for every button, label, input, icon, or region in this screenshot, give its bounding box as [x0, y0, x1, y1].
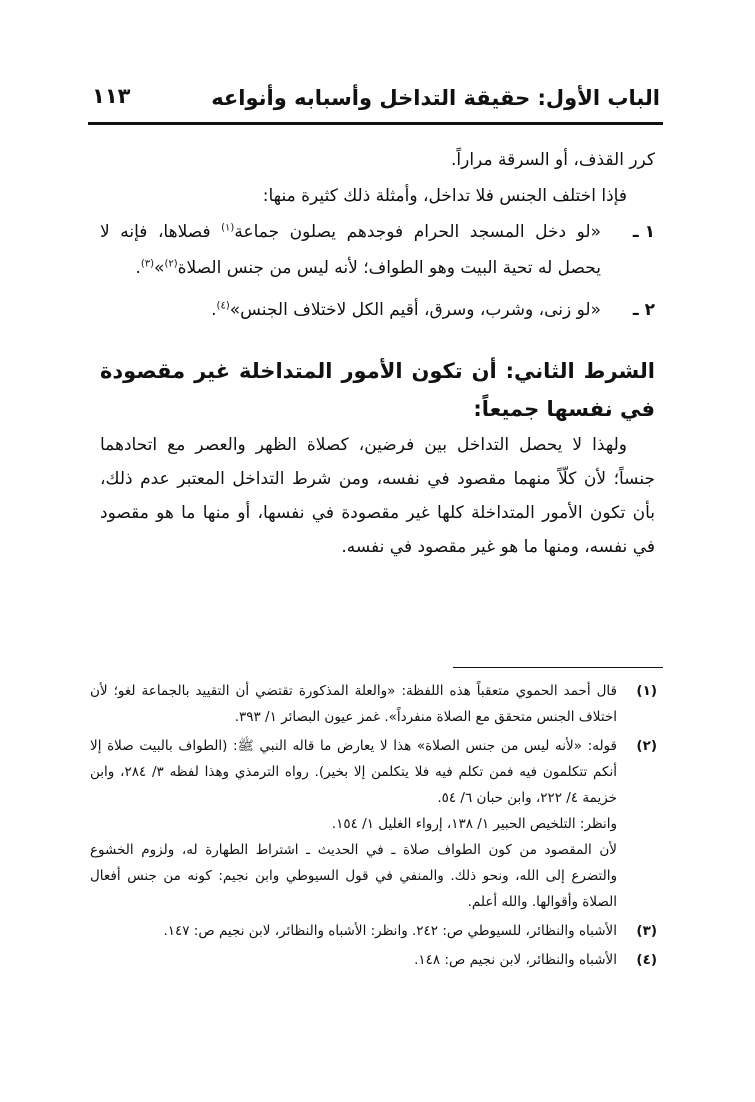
- chapter-title: الباب الأول: حقيقة التداخل وأسبابه وأنواعه: [211, 86, 660, 110]
- item-text: .: [211, 300, 217, 320]
- footnote-number: (٣): [636, 923, 657, 939]
- footnote-ref[interactable]: (٢): [164, 258, 178, 270]
- item-text: .: [135, 258, 141, 278]
- header-rule: [88, 122, 663, 125]
- footnote-text: الأشباه والنظائر، لابن نجيم ص: ١٤٨.: [414, 952, 617, 968]
- footnote-text: لأن المقصود من كون الطواف صلاة ـ في الحديث ـ اشتراط الطهارة له، ولزوم الخشوع والتضرع إلى الله، ونحو ذلك. والمنفي في قول السيوطي وابن نجيم: كونه من جنس أفعال الصلاة وأقوالها. والله أعلم.: [90, 842, 617, 910]
- footnotes: [90, 678, 657, 976]
- footnote: [90, 947, 657, 973]
- running-header: [92, 80, 660, 118]
- footnote-text: قال أحمد الحموي متعقباً هذه اللفظة: «والعلة المذكورة تقتضي أن التقييد بالجماعة لغو؛ لأن اختلاف الجنس متحقق مع الصلاة منفرداً». غمز عيون البصائر ١/ ٣٩٣.: [90, 683, 617, 725]
- page-number: ١١٣: [92, 84, 131, 108]
- item-text: «لو دخل المسجد الحرام فوجدهم يصلون جماعة: [234, 222, 601, 242]
- body-line: فإذا اختلف الجنس فلا تداخل، وأمثلة ذلك كثيرة منها:: [262, 186, 627, 206]
- footnote: [90, 678, 657, 730]
- body-paragraph: ولهذا لا يحصل التداخل بين فرضين، كصلاة الظهر والعصر مع اتحادهما جنساً؛ لأن كلّاً منهما مقصود في نفسه، ومن شرط التداخل المعتبر عدم ذلك، بأن تكون الأمور المتداخلة كلها غير مقصودة في نفسها، أو منها ما هو مقصود في نفسه، ومنها ما هو غير مقصود في نفسه.: [100, 435, 655, 557]
- item-text: «لو زنى، وشرب، وسرق، أقيم الكل لاختلاف الجنس»: [229, 300, 601, 320]
- footnote-text: قوله: «لأنه ليس من جنس الصلاة» هذا لا يعارض ما قاله النبي ﷺ: (الطواف بالبيت صلاة إلا أنكم تتكلمون فيه فمن تكلم فيه فلا يتكلمن إلا بخير). رواه الترمذي وهذا لفظه ٣/ ٢٨٤، وابن خزيمة ٤/ ٢٢٢، وابن حبان ٦/ ٥٤.: [90, 738, 617, 806]
- item-number: ٢ ـ: [632, 300, 655, 320]
- list-item: [100, 292, 655, 328]
- footnote-number: (١): [636, 683, 657, 699]
- item-text: فصلاها، فإنه لا يحصل له تحية البيت وهو الطواف؛ لأنه ليس من جنس الصلاة: [100, 222, 601, 278]
- main-text: [100, 142, 655, 564]
- footnote-text: الأشباه والنظائر، للسيوطي ص: ٢٤٢. وانظر: الأشباه والنظائر، لابن نجيم ص: ١٤٧.: [163, 923, 617, 939]
- footnote-ref[interactable]: (٤): [216, 300, 230, 312]
- footnote-separator: [453, 667, 663, 668]
- section-heading: الشرط الثاني: أن تكون الأمور المتداخلة غير مقصودة في نفسها جميعاً:: [100, 359, 655, 421]
- footnote: [90, 733, 657, 915]
- footnote-number: (٤): [636, 952, 657, 968]
- item-number: ١ ـ: [632, 222, 655, 242]
- footnote-text: وانظر: التلخيص الحبير ١/ ١٣٨، إرواء الغليل ١/ ١٥٤.: [331, 816, 617, 832]
- body-line: كرر القذف، أو السرقة مراراً.: [451, 150, 655, 170]
- footnote-ref[interactable]: (١): [221, 222, 235, 234]
- footnote-number: (٢): [636, 738, 657, 754]
- footnote: [90, 918, 657, 944]
- item-text: »: [154, 258, 165, 278]
- footnote-ref[interactable]: (٣): [140, 258, 155, 270]
- list-item: [100, 214, 655, 286]
